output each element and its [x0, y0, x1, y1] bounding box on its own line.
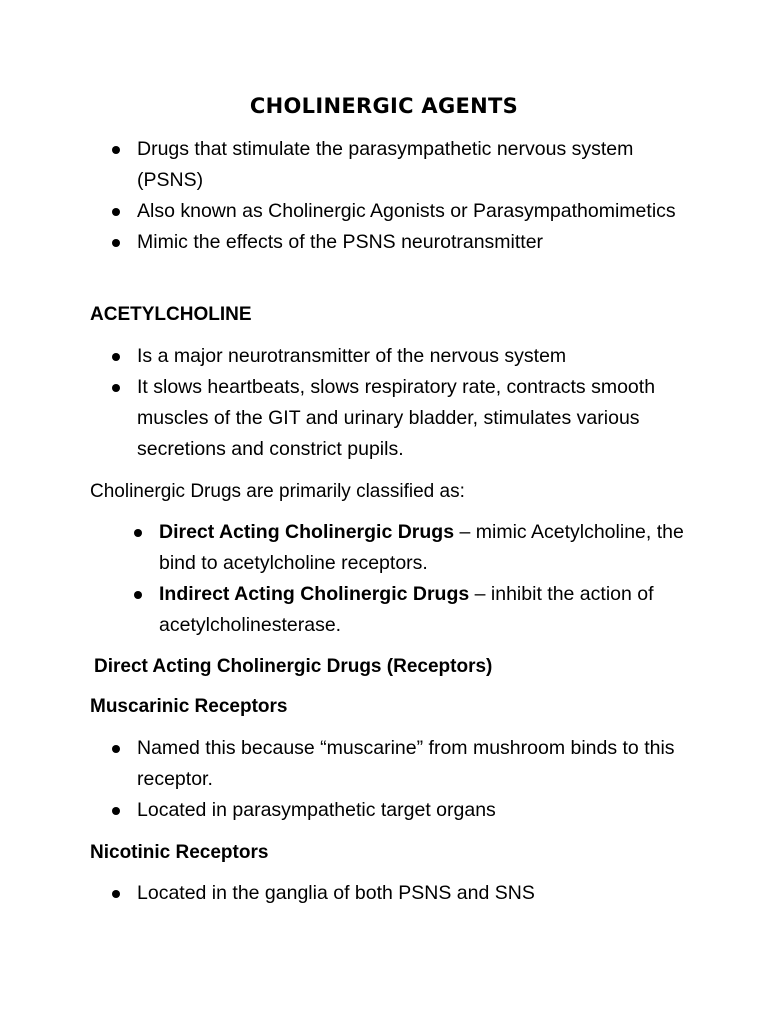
list-item: Also known as Cholinergic Agonists or Parasympathomimetics: [110, 196, 690, 227]
list-item: Located in parasympathetic target organs: [110, 795, 690, 826]
page-title: CHOLINERGIC AGENTS: [249, 94, 519, 118]
classification-term: Indirect Acting Cholinergic Drugs: [159, 583, 470, 605]
classification-desc: – inhibit the action of acetylcholinesterase.: [159, 583, 654, 636]
list-item: Is a major neurotransmitter of the nervous system: [110, 341, 690, 372]
classification-desc: – mimic Acetylcholine, the bind to acetylcholine receptors.: [159, 521, 684, 574]
list-item: It slows heartbeats, slows respiratory rate, contracts smooth muscles of the GIT and urinary bladder, stimulates various secretions and constrict pupils.: [110, 372, 690, 465]
classification-term: Direct Acting Cholinergic Drugs: [159, 521, 455, 543]
list-item: [132, 517, 692, 579]
list-item: Named this because “muscarine” from mushroom binds to this receptor.: [110, 733, 690, 795]
acetylcholine-bullet-list: [110, 341, 690, 465]
list-item: Mimic the effects of the PSNS neurotransmitter: [110, 227, 690, 258]
muscarinic-heading: Muscarinic Receptors: [90, 696, 288, 717]
intro-bullet-list: [110, 134, 690, 258]
nicotinic-heading: Nicotinic Receptors: [90, 842, 269, 863]
muscarinic-bullet-list: [110, 733, 690, 826]
list-item: Drugs that stimulate the parasympathetic nervous system (PSNS): [110, 134, 690, 196]
classification-list: [132, 517, 692, 641]
list-item: [132, 579, 692, 641]
list-item: Located in the ganglia of both PSNS and SNS: [110, 878, 690, 909]
nicotinic-bullet-list: [110, 878, 690, 909]
receptors-heading: Direct Acting Cholinergic Drugs (Receptors): [94, 656, 493, 677]
classification-intro: Cholinergic Drugs are primarily classified as:: [90, 481, 465, 502]
acetylcholine-heading: ACETYLCHOLINE: [90, 304, 252, 325]
